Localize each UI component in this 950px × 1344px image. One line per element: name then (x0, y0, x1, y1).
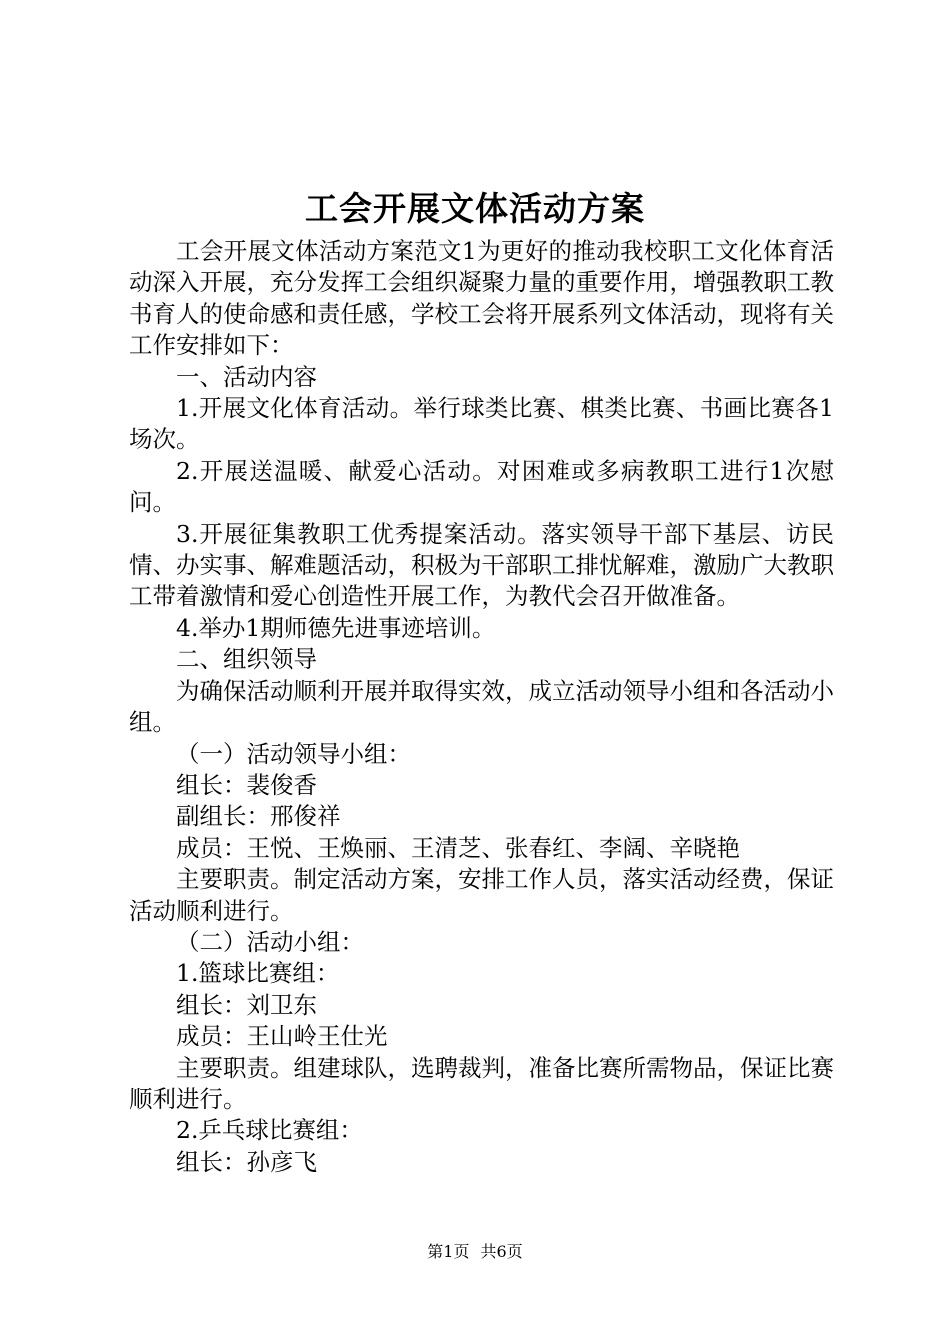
section-heading: 一、活动内容 (176, 362, 317, 391)
paragraph: 组长：刘卫东 (176, 990, 317, 1019)
paragraph-intro: 工会开展文体活动方案范文1为更好的推动我校职工文化体育活动深入开展，充分发挥工会组织凝聚力量的重要作用，增强教职工教书育人的使命感和责任感，学校工会将开展系列文体活动，现将有关工作安排如下： (129, 237, 834, 360)
list-item: 1.篮球比赛组： (176, 959, 340, 988)
list-item: 4.举办1期师德先进事迹培训。 (176, 613, 496, 642)
subsection-heading: （二）活动小组： (176, 927, 364, 956)
list-item: 1.开展文化体育活动。举行球类比赛、棋类比赛、书画比赛各1场次。 (129, 394, 834, 454)
document-title: 工会开展文体活动方案 (305, 189, 645, 228)
paragraph: 组长：孙彦飞 (176, 1147, 317, 1176)
paragraph: 组长：裴俊香 (176, 770, 317, 799)
document-body (129, 236, 834, 1178)
paragraph: 成员：王悦、王焕丽、王清芝、张春红、李阔、辛晓艳 (176, 833, 740, 862)
list-item: 2.乒乓球比赛组： (176, 1116, 363, 1145)
paragraph: 成员：王山岭王仕光 (176, 1022, 388, 1051)
paragraph: 副组长：邢俊祥 (176, 802, 341, 831)
subsection-heading: （一）活动领导小组： (176, 739, 411, 768)
paragraph: 主要职责。制定活动方案，安排工作人员，落实活动经费，保证活动顺利进行。 (129, 865, 834, 925)
paragraph: 为确保活动顺利开展并取得实效，成立活动领导小组和各活动小组。 (129, 676, 834, 737)
list-item: 3.开展征集教职工优秀提案活动。落实领导干部下基层、访民情、办实事、解难题活动，积极为干部职工排忧解难，激励广大教职工带着激情和爱心创造性开展工作，为教代会召开做准备。 (129, 519, 834, 611)
page-number: 第1页 (427, 1242, 470, 1261)
section-heading: 二、组织领导 (176, 645, 317, 674)
page-total: 共6页 (480, 1242, 523, 1261)
paragraph: 主要职责。组建球队，选聘裁判，准备比赛所需物品，保证比赛顺利进行。 (129, 1053, 834, 1113)
page-footer (0, 1241, 950, 1263)
list-item: 2.开展送温暖、献爱心活动。对困难或多病教职工进行1次慰问。 (129, 456, 834, 517)
